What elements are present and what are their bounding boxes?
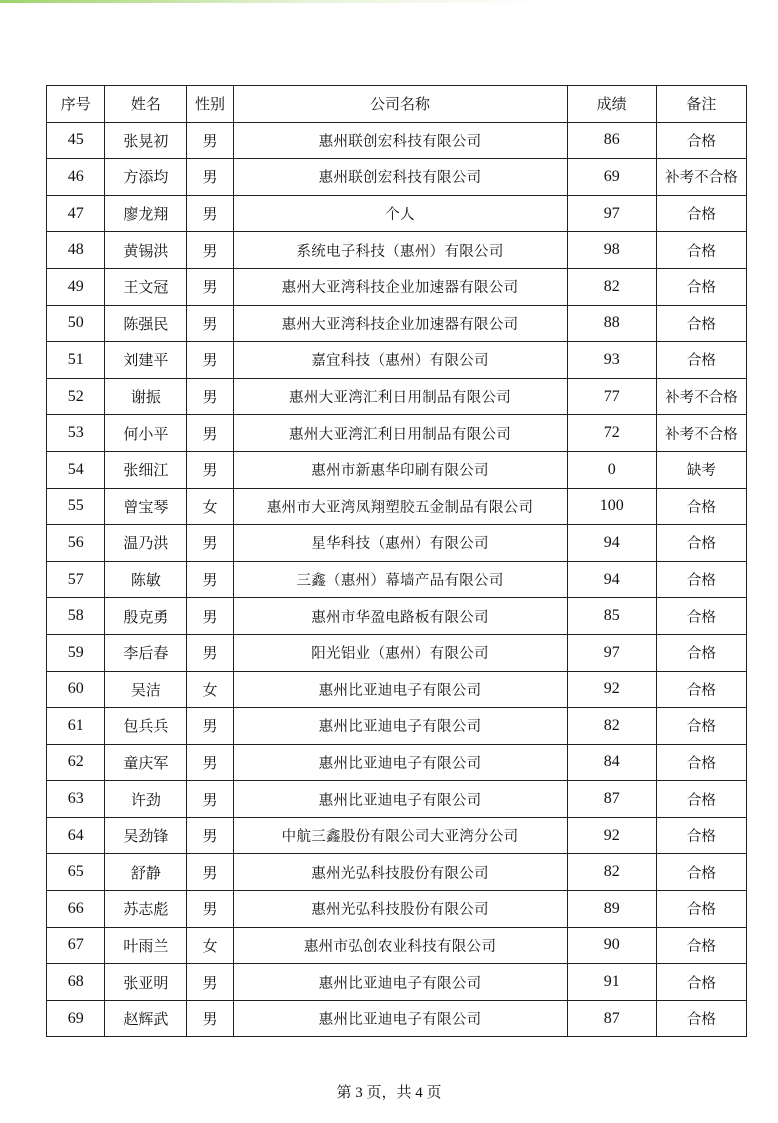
cell-company: 惠州比亚迪电子有限公司 xyxy=(233,964,567,1001)
table-row xyxy=(47,671,747,708)
table-row xyxy=(47,378,747,415)
cell-gender: 女 xyxy=(187,488,233,525)
cell-gender: 女 xyxy=(187,927,233,964)
cell-score: 87 xyxy=(567,781,656,818)
cell-name: 黄锡洪 xyxy=(105,232,187,269)
table-row xyxy=(47,122,747,159)
cell-name: 苏志彪 xyxy=(105,891,187,928)
cell-gender: 男 xyxy=(187,195,233,232)
cell-no: 69 xyxy=(47,1000,105,1037)
cell-no: 45 xyxy=(47,122,105,159)
cell-name: 谢振 xyxy=(105,378,187,415)
cell-no: 56 xyxy=(47,525,105,562)
results-table xyxy=(46,85,747,1037)
cell-gender: 男 xyxy=(187,1000,233,1037)
header-gender: 性别 xyxy=(187,86,233,123)
table-row xyxy=(47,159,747,196)
cell-score: 72 xyxy=(567,415,656,452)
cell-no: 51 xyxy=(47,342,105,379)
page-number: 第 3 页，共 4 页 xyxy=(336,1085,442,1101)
cell-gender: 男 xyxy=(187,634,233,671)
cell-remark: 合格 xyxy=(656,671,746,708)
cell-remark: 合格 xyxy=(656,561,746,598)
cell-remark: 合格 xyxy=(656,708,746,745)
cell-name: 陈强民 xyxy=(105,305,187,342)
cell-score: 88 xyxy=(567,305,656,342)
cell-company: 惠州比亚迪电子有限公司 xyxy=(233,1000,567,1037)
cell-score: 82 xyxy=(567,854,656,891)
cell-score: 93 xyxy=(567,342,656,379)
table-row xyxy=(47,598,747,635)
cell-remark: 合格 xyxy=(656,342,746,379)
cell-remark: 合格 xyxy=(656,817,746,854)
cell-score: 97 xyxy=(567,195,656,232)
cell-no: 59 xyxy=(47,634,105,671)
table-row xyxy=(47,854,747,891)
cell-no: 47 xyxy=(47,195,105,232)
cell-gender: 男 xyxy=(187,342,233,379)
table-row xyxy=(47,964,747,1001)
cell-score: 84 xyxy=(567,744,656,781)
cell-name: 方添均 xyxy=(105,159,187,196)
table-row xyxy=(47,232,747,269)
cell-gender: 男 xyxy=(187,525,233,562)
cell-score: 92 xyxy=(567,671,656,708)
cell-score: 98 xyxy=(567,232,656,269)
table-header-row xyxy=(47,86,747,123)
cell-remark: 合格 xyxy=(656,598,746,635)
cell-name: 王文冠 xyxy=(105,268,187,305)
cell-name: 张亚明 xyxy=(105,964,187,1001)
cell-no: 49 xyxy=(47,268,105,305)
cell-company: 惠州比亚迪电子有限公司 xyxy=(233,671,567,708)
cell-score: 0 xyxy=(567,451,656,488)
cell-company: 阳光铝业（惠州）有限公司 xyxy=(233,634,567,671)
table-row xyxy=(47,744,747,781)
table-row xyxy=(47,525,747,562)
cell-no: 46 xyxy=(47,159,105,196)
cell-score: 82 xyxy=(567,268,656,305)
cell-name: 吴洁 xyxy=(105,671,187,708)
cell-gender: 男 xyxy=(187,854,233,891)
header-score: 成绩 xyxy=(567,86,656,123)
cell-company: 惠州光弘科技股份有限公司 xyxy=(233,891,567,928)
table-row xyxy=(47,415,747,452)
cell-remark: 合格 xyxy=(656,305,746,342)
cell-gender: 男 xyxy=(187,415,233,452)
cell-score: 94 xyxy=(567,525,656,562)
cell-name: 张细江 xyxy=(105,451,187,488)
table-row xyxy=(47,561,747,598)
cell-remark: 合格 xyxy=(656,854,746,891)
cell-name: 温乃洪 xyxy=(105,525,187,562)
cell-no: 68 xyxy=(47,964,105,1001)
cell-remark: 合格 xyxy=(656,927,746,964)
cell-name: 许劲 xyxy=(105,781,187,818)
cell-company: 三鑫（惠州）幕墙产品有限公司 xyxy=(233,561,567,598)
scan-edge xyxy=(0,0,778,3)
table-row xyxy=(47,488,747,525)
cell-name: 何小平 xyxy=(105,415,187,452)
cell-score: 92 xyxy=(567,817,656,854)
cell-company: 惠州大亚湾汇利日用制品有限公司 xyxy=(233,378,567,415)
table-row xyxy=(47,708,747,745)
cell-gender: 男 xyxy=(187,232,233,269)
table-row xyxy=(47,268,747,305)
cell-remark: 合格 xyxy=(656,122,746,159)
cell-gender: 男 xyxy=(187,378,233,415)
cell-remark: 补考不合格 xyxy=(656,415,746,452)
cell-no: 57 xyxy=(47,561,105,598)
cell-company: 惠州联创宏科技有限公司 xyxy=(233,122,567,159)
cell-gender: 男 xyxy=(187,964,233,1001)
cell-remark: 缺考 xyxy=(656,451,746,488)
cell-score: 91 xyxy=(567,964,656,1001)
cell-name: 李后春 xyxy=(105,634,187,671)
header-company: 公司名称 xyxy=(233,86,567,123)
cell-score: 87 xyxy=(567,1000,656,1037)
cell-no: 62 xyxy=(47,744,105,781)
table-row xyxy=(47,927,747,964)
cell-company: 星华科技（惠州）有限公司 xyxy=(233,525,567,562)
cell-company: 嘉宜科技（惠州）有限公司 xyxy=(233,342,567,379)
header-no: 序号 xyxy=(47,86,105,123)
cell-company: 惠州市弘创农业科技有限公司 xyxy=(233,927,567,964)
cell-gender: 男 xyxy=(187,598,233,635)
cell-gender: 男 xyxy=(187,561,233,598)
cell-gender: 男 xyxy=(187,744,233,781)
cell-company: 个人 xyxy=(233,195,567,232)
header-remark: 备注 xyxy=(656,86,746,123)
cell-remark: 合格 xyxy=(656,232,746,269)
cell-remark: 合格 xyxy=(656,195,746,232)
cell-no: 54 xyxy=(47,451,105,488)
cell-remark: 合格 xyxy=(656,488,746,525)
cell-score: 97 xyxy=(567,634,656,671)
cell-score: 86 xyxy=(567,122,656,159)
cell-name: 吴劲锋 xyxy=(105,817,187,854)
cell-gender: 男 xyxy=(187,781,233,818)
cell-company: 惠州比亚迪电子有限公司 xyxy=(233,781,567,818)
cell-name: 张晃初 xyxy=(105,122,187,159)
cell-name: 廖龙翔 xyxy=(105,195,187,232)
cell-company: 惠州大亚湾科技企业加速器有限公司 xyxy=(233,305,567,342)
cell-company: 惠州市华盈电路板有限公司 xyxy=(233,598,567,635)
cell-company: 惠州比亚迪电子有限公司 xyxy=(233,708,567,745)
cell-remark: 补考不合格 xyxy=(656,159,746,196)
cell-no: 61 xyxy=(47,708,105,745)
cell-remark: 合格 xyxy=(656,634,746,671)
cell-no: 66 xyxy=(47,891,105,928)
table-row xyxy=(47,451,747,488)
cell-score: 85 xyxy=(567,598,656,635)
cell-company: 惠州市新惠华印刷有限公司 xyxy=(233,451,567,488)
table-row xyxy=(47,891,747,928)
cell-gender: 男 xyxy=(187,708,233,745)
cell-name: 陈敏 xyxy=(105,561,187,598)
cell-no: 48 xyxy=(47,232,105,269)
cell-gender: 男 xyxy=(187,122,233,159)
cell-gender: 男 xyxy=(187,268,233,305)
cell-gender: 男 xyxy=(187,891,233,928)
header-name: 姓名 xyxy=(105,86,187,123)
table-row xyxy=(47,195,747,232)
cell-name: 赵辉武 xyxy=(105,1000,187,1037)
cell-no: 64 xyxy=(47,817,105,854)
cell-name: 叶雨兰 xyxy=(105,927,187,964)
cell-no: 60 xyxy=(47,671,105,708)
cell-company: 惠州大亚湾科技企业加速器有限公司 xyxy=(233,268,567,305)
cell-name: 包兵兵 xyxy=(105,708,187,745)
cell-no: 50 xyxy=(47,305,105,342)
table-row xyxy=(47,634,747,671)
cell-score: 94 xyxy=(567,561,656,598)
cell-company: 惠州大亚湾汇利日用制品有限公司 xyxy=(233,415,567,452)
cell-company: 惠州联创宏科技有限公司 xyxy=(233,159,567,196)
cell-gender: 男 xyxy=(187,159,233,196)
cell-remark: 合格 xyxy=(656,891,746,928)
cell-gender: 男 xyxy=(187,305,233,342)
cell-remark: 合格 xyxy=(656,1000,746,1037)
cell-name: 刘建平 xyxy=(105,342,187,379)
cell-no: 55 xyxy=(47,488,105,525)
cell-remark: 合格 xyxy=(656,781,746,818)
cell-remark: 合格 xyxy=(656,525,746,562)
cell-no: 53 xyxy=(47,415,105,452)
cell-remark: 合格 xyxy=(656,744,746,781)
table-row xyxy=(47,342,747,379)
cell-company: 系统电子科技（惠州）有限公司 xyxy=(233,232,567,269)
cell-no: 58 xyxy=(47,598,105,635)
cell-company: 惠州光弘科技股份有限公司 xyxy=(233,854,567,891)
cell-gender: 女 xyxy=(187,671,233,708)
cell-no: 63 xyxy=(47,781,105,818)
cell-name: 舒静 xyxy=(105,854,187,891)
cell-score: 100 xyxy=(567,488,656,525)
cell-remark: 补考不合格 xyxy=(656,378,746,415)
cell-remark: 合格 xyxy=(656,268,746,305)
table-row xyxy=(47,781,747,818)
table-row xyxy=(47,305,747,342)
cell-name: 殷克勇 xyxy=(105,598,187,635)
cell-name: 曾宝琴 xyxy=(105,488,187,525)
cell-no: 67 xyxy=(47,927,105,964)
cell-remark: 合格 xyxy=(656,964,746,1001)
cell-score: 69 xyxy=(567,159,656,196)
cell-gender: 男 xyxy=(187,817,233,854)
table-row xyxy=(47,817,747,854)
cell-score: 89 xyxy=(567,891,656,928)
cell-company: 惠州市大亚湾凤翔塑胶五金制品有限公司 xyxy=(233,488,567,525)
cell-company: 中航三鑫股份有限公司大亚湾分公司 xyxy=(233,817,567,854)
cell-company: 惠州比亚迪电子有限公司 xyxy=(233,744,567,781)
table-row xyxy=(47,1000,747,1037)
cell-score: 90 xyxy=(567,927,656,964)
cell-no: 65 xyxy=(47,854,105,891)
cell-name: 童庆军 xyxy=(105,744,187,781)
cell-gender: 男 xyxy=(187,451,233,488)
cell-score: 82 xyxy=(567,708,656,745)
cell-no: 52 xyxy=(47,378,105,415)
cell-score: 77 xyxy=(567,378,656,415)
